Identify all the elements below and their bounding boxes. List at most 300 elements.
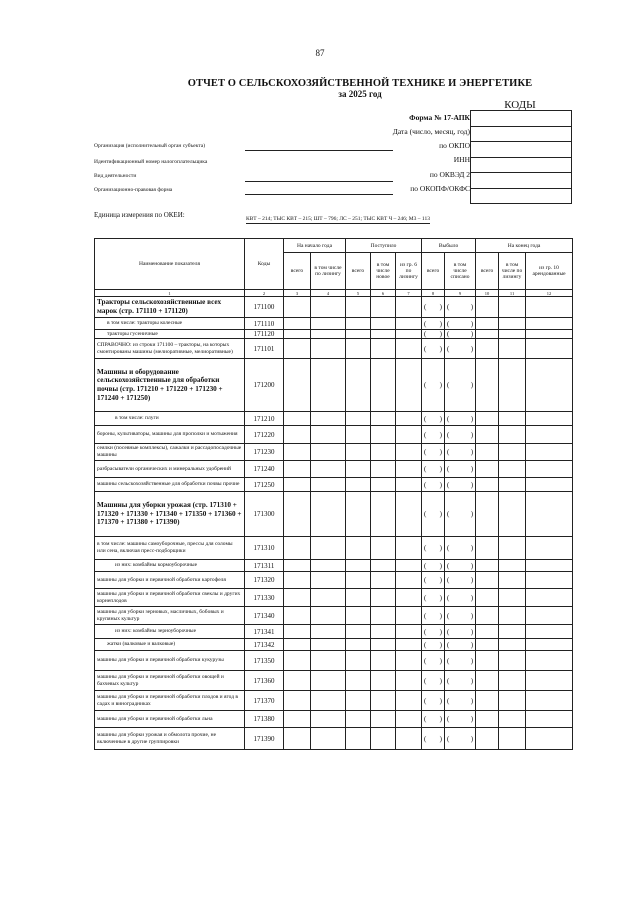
cell-col-8[interactable] — [422, 625, 445, 639]
cell-col-7[interactable] — [396, 492, 422, 537]
cell-col-11[interactable] — [499, 461, 526, 478]
cell-col-8[interactable] — [422, 444, 445, 461]
cell-col-12[interactable] — [526, 461, 573, 478]
cell-col-11[interactable] — [499, 728, 526, 750]
cell-col-4[interactable] — [311, 651, 346, 671]
row-code: 171380 — [245, 711, 284, 728]
cell-col-10[interactable] — [476, 444, 499, 461]
cell-col-11[interactable] — [499, 318, 526, 330]
cell-col-11[interactable] — [499, 478, 526, 492]
cell-col-6[interactable] — [371, 651, 396, 671]
cell-col-10[interactable] — [476, 711, 499, 728]
cell-col-3[interactable] — [284, 412, 311, 426]
paren-open: ( — [424, 561, 427, 570]
cell-col-9[interactable] — [445, 426, 476, 444]
cell-col-7[interactable] — [396, 426, 422, 444]
cell-col-8[interactable] — [422, 651, 445, 671]
cell-col-5[interactable] — [346, 560, 371, 572]
cell-col-12[interactable] — [526, 412, 573, 426]
cell-col-7[interactable] — [396, 671, 422, 691]
cell-col-4[interactable] — [311, 359, 346, 412]
cell-col-10[interactable] — [476, 560, 499, 572]
paren-close: ) — [439, 611, 443, 620]
cell-col-10[interactable] — [476, 639, 499, 651]
row-code: 171320 — [245, 572, 284, 589]
cell-col-10[interactable] — [476, 492, 499, 537]
cell-col-8[interactable] — [422, 339, 445, 359]
cell-col-11[interactable] — [499, 572, 526, 589]
cell-col-3[interactable] — [284, 359, 311, 412]
paren-open: ( — [447, 303, 450, 311]
cell-col-8[interactable] — [422, 671, 445, 691]
cell-col-5[interactable] — [346, 711, 371, 728]
cell-col-3[interactable] — [284, 330, 311, 339]
cell-col-3[interactable] — [284, 297, 311, 318]
paren-open: ( — [424, 480, 427, 489]
cell-col-6[interactable] — [371, 426, 396, 444]
paren-open: ( — [447, 381, 450, 389]
cell-col-3[interactable] — [284, 339, 311, 359]
paren-open: ( — [447, 593, 450, 602]
cell-col-3[interactable] — [284, 426, 311, 444]
cell-col-7[interactable] — [396, 412, 422, 426]
row-code: 171340 — [245, 607, 284, 625]
cell-col-11[interactable] — [499, 426, 526, 444]
cell-col-10[interactable] — [476, 412, 499, 426]
cell-col-10[interactable] — [476, 318, 499, 330]
cell-col-4[interactable] — [311, 639, 346, 651]
cell-col-11[interactable] — [499, 639, 526, 651]
cell-col-6[interactable] — [371, 691, 396, 711]
cell-col-10[interactable] — [476, 297, 499, 318]
cell-col-10[interactable] — [476, 625, 499, 639]
cell-col-8[interactable] — [422, 297, 445, 318]
cell-col-10[interactable] — [476, 359, 499, 412]
cell-col-8[interactable] — [422, 711, 445, 728]
cell-col-9[interactable] — [445, 318, 476, 330]
cell-col-10[interactable] — [476, 461, 499, 478]
cell-col-5[interactable] — [346, 728, 371, 750]
cell-col-11[interactable] — [499, 589, 526, 607]
cell-col-12[interactable] — [526, 607, 573, 625]
cell-col-6[interactable] — [371, 625, 396, 639]
cell-col-12[interactable] — [526, 625, 573, 639]
cell-col-4[interactable] — [311, 426, 346, 444]
cell-col-4[interactable] — [311, 537, 346, 560]
cell-col-12[interactable] — [526, 728, 573, 750]
cell-col-11[interactable] — [499, 560, 526, 572]
cell-col-11[interactable] — [499, 691, 526, 711]
report-subtitle: за 2025 год — [338, 89, 382, 99]
paren-close: ) — [470, 656, 474, 665]
cell-col-8[interactable] — [422, 560, 445, 572]
cell-col-8[interactable] — [422, 537, 445, 560]
table-row — [95, 426, 573, 444]
code-cell-date[interactable] — [471, 127, 571, 143]
paren-open: ( — [424, 640, 427, 649]
cell-col-11[interactable] — [499, 711, 526, 728]
cell-col-11[interactable] — [499, 444, 526, 461]
code-cell-okopf[interactable] — [471, 189, 571, 204]
cell-col-11[interactable] — [499, 339, 526, 359]
paren-open: ( — [447, 561, 450, 570]
table-row — [95, 537, 573, 560]
cell-col-6[interactable] — [371, 330, 396, 339]
cell-col-10[interactable] — [476, 330, 499, 339]
cell-col-7[interactable] — [396, 478, 422, 492]
cell-col-4[interactable] — [311, 572, 346, 589]
cell-col-9[interactable] — [445, 639, 476, 651]
cell-col-3[interactable] — [284, 607, 311, 625]
paren-close: ) — [439, 465, 443, 473]
cell-col-4[interactable] — [311, 607, 346, 625]
cell-col-12[interactable] — [526, 671, 573, 691]
paren-close: ) — [470, 319, 474, 328]
cell-col-3[interactable] — [284, 625, 311, 639]
cell-col-9[interactable] — [445, 711, 476, 728]
cell-col-4[interactable] — [311, 330, 346, 339]
cell-col-9[interactable] — [445, 691, 476, 711]
paren-close: ) — [439, 576, 443, 584]
cell-col-12[interactable] — [526, 359, 573, 412]
cell-col-11[interactable] — [499, 607, 526, 625]
cell-col-7[interactable] — [396, 339, 422, 359]
cell-col-9[interactable] — [445, 589, 476, 607]
cell-col-11[interactable] — [499, 297, 526, 318]
table-row — [95, 711, 573, 728]
cell-col-7[interactable] — [396, 572, 422, 589]
cell-col-12[interactable] — [526, 492, 573, 537]
cell-col-6[interactable] — [371, 537, 396, 560]
cell-col-4[interactable] — [311, 461, 346, 478]
cell-col-6[interactable] — [371, 728, 396, 750]
cell-col-9[interactable] — [445, 607, 476, 625]
cell-col-7[interactable] — [396, 691, 422, 711]
cell-col-7[interactable] — [396, 639, 422, 651]
cell-col-12[interactable] — [526, 537, 573, 560]
paren-open: ( — [447, 640, 450, 649]
cell-col-4[interactable] — [311, 412, 346, 426]
cell-col-11[interactable] — [499, 492, 526, 537]
cell-col-4[interactable] — [311, 492, 346, 537]
cell-col-12[interactable] — [526, 639, 573, 651]
cell-col-3[interactable] — [284, 728, 311, 750]
cell-col-3[interactable] — [284, 671, 311, 691]
cell-col-9[interactable] — [445, 671, 476, 691]
cell-col-8[interactable] — [422, 572, 445, 589]
cell-col-5[interactable] — [346, 478, 371, 492]
cell-col-6[interactable] — [371, 461, 396, 478]
org-line[interactable] — [245, 150, 393, 151]
cell-col-6[interactable] — [371, 671, 396, 691]
paren-open: ( — [424, 414, 427, 423]
cell-col-7[interactable] — [396, 651, 422, 671]
cell-col-8[interactable] — [422, 639, 445, 651]
cell-col-3[interactable] — [284, 461, 311, 478]
table-row — [95, 691, 573, 711]
cell-col-11[interactable] — [499, 671, 526, 691]
cell-col-9[interactable] — [445, 572, 476, 589]
cell-col-9[interactable] — [445, 330, 476, 339]
cell-col-9[interactable] — [445, 461, 476, 478]
cell-col-8[interactable] — [422, 492, 445, 537]
cell-col-6[interactable] — [371, 412, 396, 426]
cell-col-7[interactable] — [396, 560, 422, 572]
cell-col-12[interactable] — [526, 651, 573, 671]
cell-col-11[interactable] — [499, 651, 526, 671]
cell-col-4[interactable] — [311, 478, 346, 492]
activity-line[interactable] — [245, 181, 393, 182]
cell-col-8[interactable] — [422, 461, 445, 478]
cell-col-5[interactable] — [346, 318, 371, 330]
cell-col-6[interactable] — [371, 359, 396, 412]
cell-col-8[interactable] — [422, 318, 445, 330]
cell-col-6[interactable] — [371, 711, 396, 728]
cell-col-8[interactable] — [422, 691, 445, 711]
cell-col-6[interactable] — [371, 444, 396, 461]
cell-col-10[interactable] — [476, 572, 499, 589]
paren-open: ( — [424, 381, 427, 389]
cell-col-10[interactable] — [476, 651, 499, 671]
cell-col-5[interactable] — [346, 461, 371, 478]
cell-col-9[interactable] — [445, 339, 476, 359]
paren-close: ) — [439, 561, 443, 570]
cell-col-4[interactable] — [311, 318, 346, 330]
cell-col-6[interactable] — [371, 297, 396, 318]
paren-close: ) — [439, 640, 443, 649]
cell-col-8[interactable] — [422, 478, 445, 492]
cell-col-5[interactable] — [346, 339, 371, 359]
cell-col-7[interactable] — [396, 461, 422, 478]
cell-col-12[interactable] — [526, 339, 573, 359]
cell-col-11[interactable] — [499, 412, 526, 426]
cell-col-4[interactable] — [311, 711, 346, 728]
row-name: машины для уборки и первичной обработки льна — [95, 711, 245, 728]
cell-col-4[interactable] — [311, 589, 346, 607]
cell-col-3[interactable] — [284, 711, 311, 728]
cell-col-3[interactable] — [284, 639, 311, 651]
row-name: разбрасыватели органических и минеральных удобрений — [95, 461, 245, 478]
row-code: 171110 — [245, 318, 284, 330]
code-cell-okpo[interactable] — [471, 142, 571, 158]
cell-col-7[interactable] — [396, 711, 422, 728]
row-name: машины для уборки урожая и обмолота прочие, не включенные в другие группировки — [95, 728, 245, 750]
cell-col-11[interactable] — [499, 537, 526, 560]
cell-col-11[interactable] — [499, 625, 526, 639]
paren-open: ( — [424, 676, 427, 685]
codes-label: КОДЫ — [504, 99, 536, 111]
cell-col-9[interactable] — [445, 492, 476, 537]
cell-col-3[interactable] — [284, 492, 311, 537]
cell-col-5[interactable] — [346, 359, 371, 412]
header-name: Наименование показателя — [95, 239, 245, 290]
cell-col-3[interactable] — [284, 651, 311, 671]
cell-col-7[interactable] — [396, 589, 422, 607]
cell-col-12[interactable] — [526, 444, 573, 461]
header-end: На конец года — [476, 239, 573, 253]
cell-col-5[interactable] — [346, 671, 371, 691]
cell-col-5[interactable] — [346, 691, 371, 711]
cell-col-5[interactable] — [346, 589, 371, 607]
col-number: 12 — [526, 290, 573, 297]
cell-col-9[interactable] — [445, 478, 476, 492]
cell-col-7[interactable] — [396, 444, 422, 461]
cell-col-12[interactable] — [526, 560, 573, 572]
cell-col-9[interactable] — [445, 625, 476, 639]
cell-col-5[interactable] — [346, 426, 371, 444]
row-name: в том числе: плуги — [95, 412, 245, 426]
cell-col-3[interactable] — [284, 478, 311, 492]
cell-col-12[interactable] — [526, 589, 573, 607]
row-name: сеялки (посевные комплексы), сажалки и рассадопосадочные машины — [95, 444, 245, 461]
col-number: 9 — [445, 290, 476, 297]
cell-col-3[interactable] — [284, 537, 311, 560]
cell-col-3[interactable] — [284, 572, 311, 589]
cell-col-12[interactable] — [526, 572, 573, 589]
table-row — [95, 330, 573, 339]
cell-col-8[interactable] — [422, 589, 445, 607]
cell-col-10[interactable] — [476, 537, 499, 560]
cell-col-7[interactable] — [396, 297, 422, 318]
paren-close: ) — [470, 330, 474, 338]
cell-col-6[interactable] — [371, 639, 396, 651]
cell-col-8[interactable] — [422, 330, 445, 339]
cell-col-11[interactable] — [499, 330, 526, 339]
cell-col-6[interactable] — [371, 589, 396, 607]
row-code: 171250 — [245, 478, 284, 492]
cell-col-7[interactable] — [396, 728, 422, 750]
inn-left-label: Идентификационный номер налогоплательщика — [94, 159, 208, 165]
col-number: 8 — [422, 290, 445, 297]
cell-col-6[interactable] — [371, 339, 396, 359]
cell-col-6[interactable] — [371, 492, 396, 537]
cell-col-3[interactable] — [284, 560, 311, 572]
cell-col-5[interactable] — [346, 572, 371, 589]
column-numbers-row — [95, 290, 573, 297]
code-cell-okved[interactable] — [471, 173, 571, 189]
paren-open: ( — [447, 676, 450, 685]
cell-col-12[interactable] — [526, 426, 573, 444]
cell-col-3[interactable] — [284, 444, 311, 461]
cell-col-8[interactable] — [422, 412, 445, 426]
cell-col-4[interactable] — [311, 560, 346, 572]
cell-col-7[interactable] — [396, 537, 422, 560]
cell-col-9[interactable] — [445, 359, 476, 412]
cell-col-9[interactable] — [445, 651, 476, 671]
cell-col-12[interactable] — [526, 691, 573, 711]
cell-col-4[interactable] — [311, 728, 346, 750]
cell-col-12[interactable] — [526, 330, 573, 339]
code-cell-inn[interactable] — [471, 158, 571, 174]
cell-col-12[interactable] — [526, 318, 573, 330]
cell-col-6[interactable] — [371, 318, 396, 330]
cell-col-10[interactable] — [476, 728, 499, 750]
cell-col-8[interactable] — [422, 728, 445, 750]
cell-col-10[interactable] — [476, 339, 499, 359]
cell-col-10[interactable] — [476, 671, 499, 691]
code-cell-form[interactable] — [471, 111, 571, 127]
paren-close: ) — [439, 676, 443, 685]
cell-col-11[interactable] — [499, 359, 526, 412]
paren-close: ) — [439, 544, 443, 552]
cell-col-12[interactable] — [526, 297, 573, 318]
cell-col-5[interactable] — [346, 412, 371, 426]
paren-close: ) — [470, 696, 474, 705]
row-code: 171101 — [245, 339, 284, 359]
legal-form-line[interactable] — [245, 194, 393, 195]
cell-col-5[interactable] — [346, 625, 371, 639]
cell-col-9[interactable] — [445, 537, 476, 560]
cell-col-4[interactable] — [311, 671, 346, 691]
paren-close: ) — [439, 319, 443, 328]
cell-col-10[interactable] — [476, 426, 499, 444]
cell-col-6[interactable] — [371, 478, 396, 492]
cell-col-9[interactable] — [445, 560, 476, 572]
cell-col-9[interactable] — [445, 444, 476, 461]
cell-col-7[interactable] — [396, 625, 422, 639]
cell-col-7[interactable] — [396, 330, 422, 339]
table-row — [95, 572, 573, 589]
cell-col-4[interactable] — [311, 339, 346, 359]
paren-close: ) — [470, 344, 474, 353]
cell-col-12[interactable] — [526, 478, 573, 492]
cell-col-4[interactable] — [311, 297, 346, 318]
cell-col-10[interactable] — [476, 478, 499, 492]
paren-open: ( — [447, 465, 450, 473]
paren-open: ( — [447, 344, 450, 353]
cell-col-9[interactable] — [445, 412, 476, 426]
cell-col-5[interactable] — [346, 607, 371, 625]
cell-col-10[interactable] — [476, 589, 499, 607]
cell-col-5[interactable] — [346, 492, 371, 537]
cell-col-3[interactable] — [284, 691, 311, 711]
cell-col-4[interactable] — [311, 625, 346, 639]
cell-col-10[interactable] — [476, 607, 499, 625]
paren-open: ( — [447, 448, 450, 456]
col-number: 11 — [499, 290, 526, 297]
paren-close: ) — [470, 640, 474, 649]
table-row — [95, 625, 573, 639]
cell-col-5[interactable] — [346, 330, 371, 339]
cell-col-8[interactable] — [422, 607, 445, 625]
cell-col-12[interactable] — [526, 711, 573, 728]
cell-col-4[interactable] — [311, 691, 346, 711]
cell-col-7[interactable] — [396, 359, 422, 412]
cell-col-3[interactable] — [284, 318, 311, 330]
cell-col-8[interactable] — [422, 359, 445, 412]
paren-open: ( — [447, 414, 450, 423]
cell-col-5[interactable] — [346, 444, 371, 461]
cell-col-10[interactable] — [476, 691, 499, 711]
paren-close: ) — [470, 448, 474, 456]
cell-col-6[interactable] — [371, 607, 396, 625]
cell-col-9[interactable] — [445, 297, 476, 318]
cell-col-8[interactable] — [422, 426, 445, 444]
cell-col-6[interactable] — [371, 560, 396, 572]
cell-col-5[interactable] — [346, 537, 371, 560]
cell-col-7[interactable] — [396, 318, 422, 330]
cell-col-9[interactable] — [445, 728, 476, 750]
table-row — [95, 639, 573, 651]
cell-col-3[interactable] — [284, 589, 311, 607]
paren-open: ( — [424, 465, 427, 473]
cell-col-7[interactable] — [396, 607, 422, 625]
cell-col-5[interactable] — [346, 651, 371, 671]
cell-col-5[interactable] — [346, 297, 371, 318]
cell-col-6[interactable] — [371, 572, 396, 589]
cell-col-5[interactable] — [346, 639, 371, 651]
cell-col-4[interactable] — [311, 444, 346, 461]
